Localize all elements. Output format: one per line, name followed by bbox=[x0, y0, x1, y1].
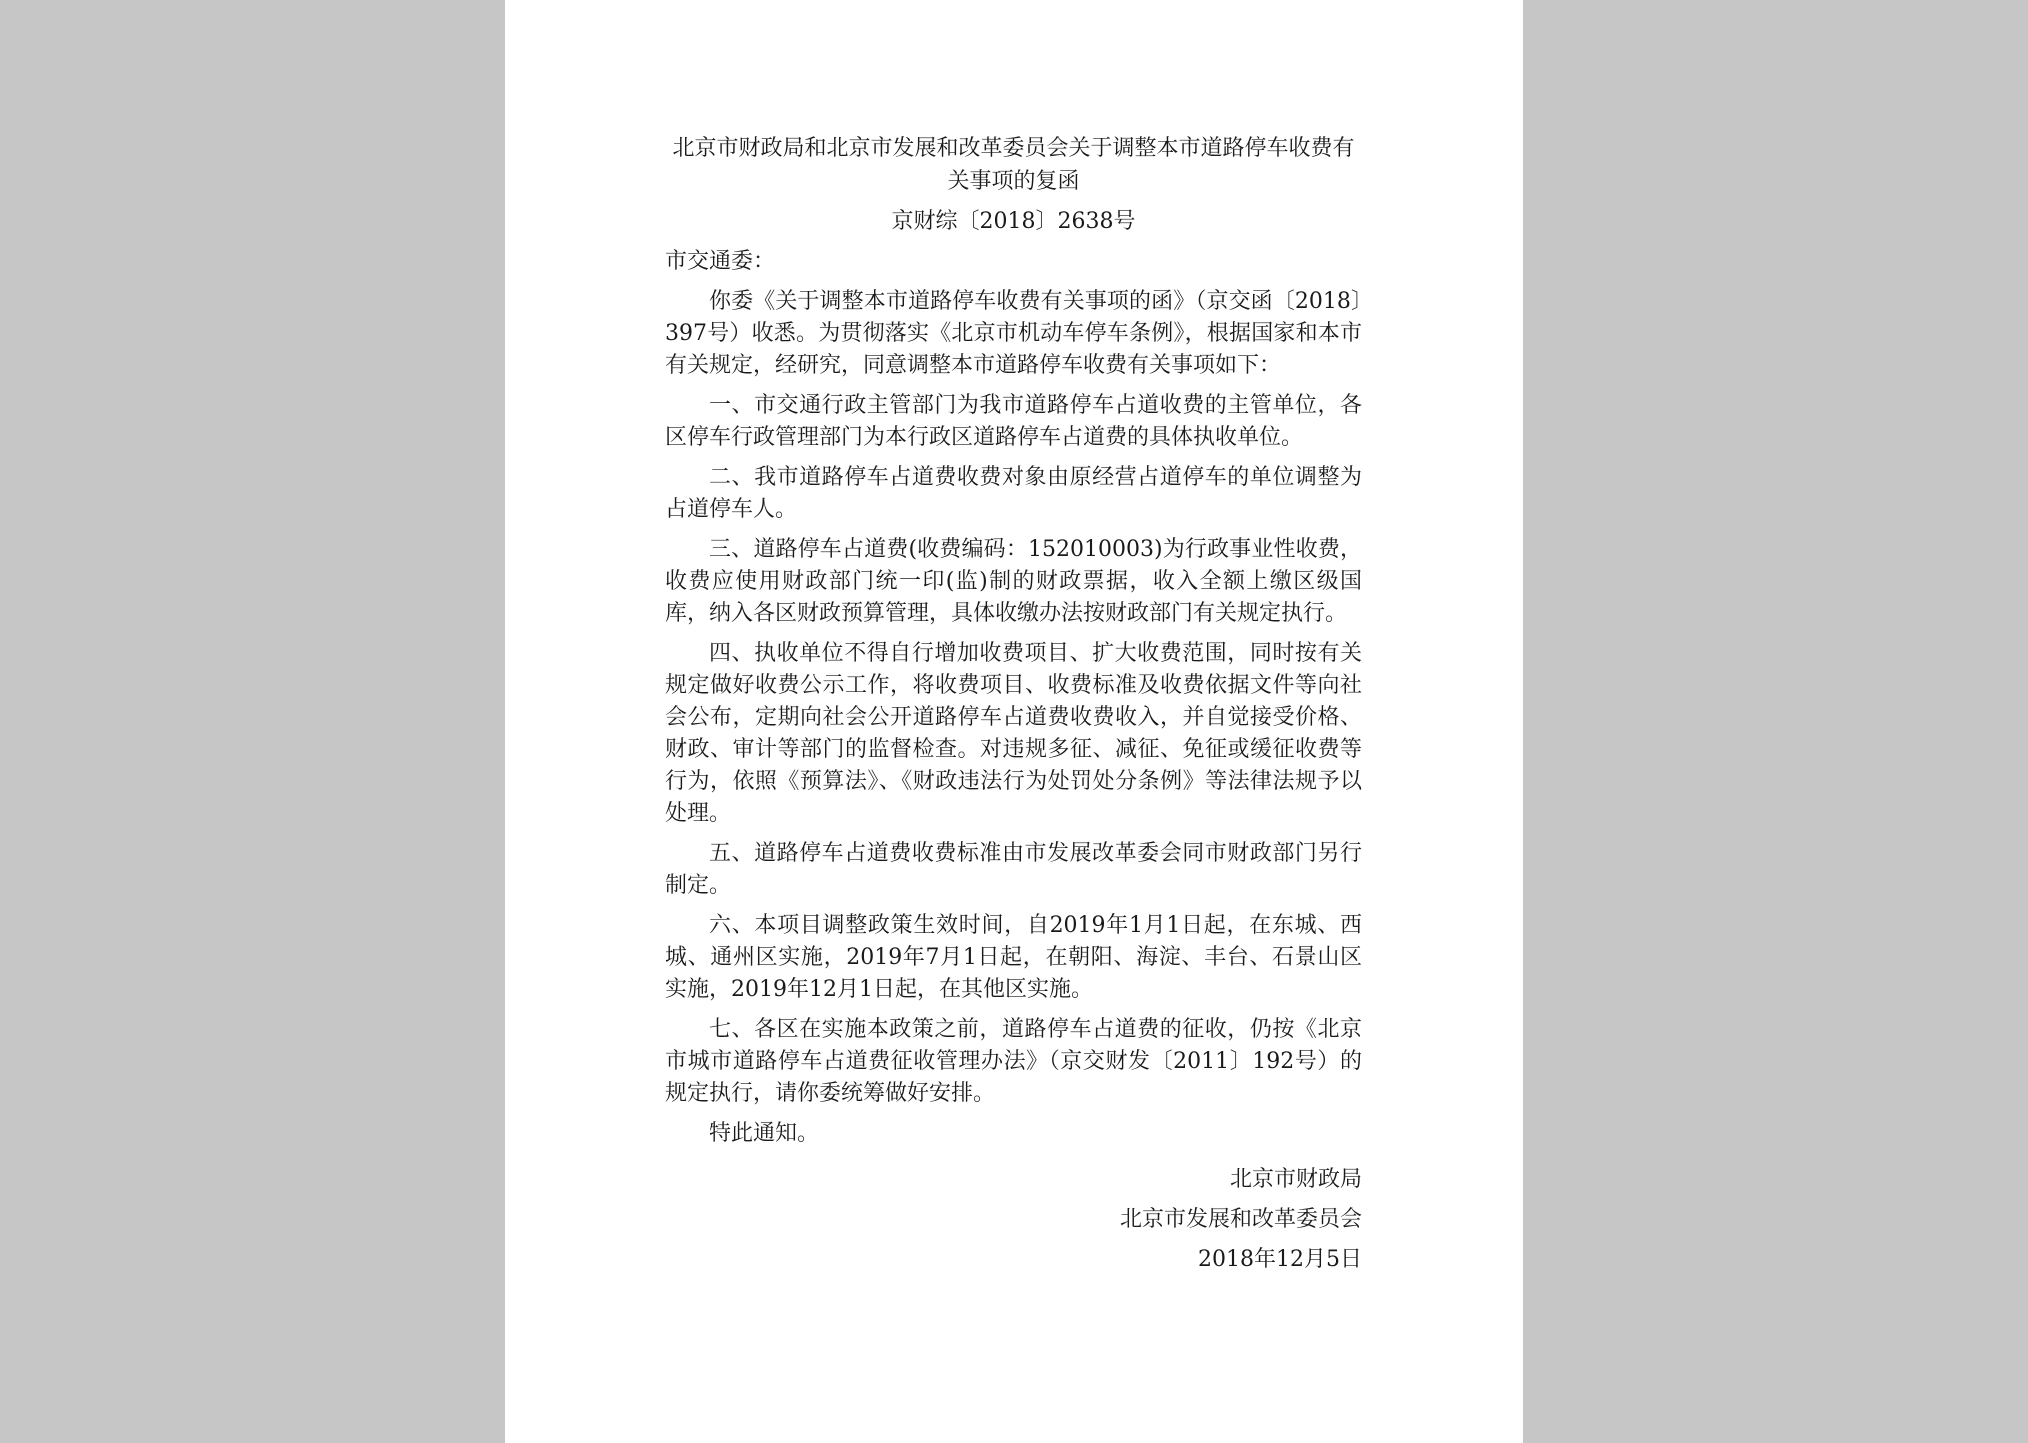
recipient: 市交通委： bbox=[665, 249, 776, 274]
paragraph-item-4: 四、执收单位不得自行增加收费项目、扩大收费范围，同时按有关规定做好收费公示工作，将收费项目、收费标准及收费依据文件等向社会公布，定期向社会公开道路停车占道费收费收入，并自觉接受价格、财政、审计等部门的监督检查。对违规多征、减征、免征或缓征收费等行为，依照《预算法》、《财政违法行为处罚处分条例》等法律法规予以处理。 bbox=[665, 641, 1362, 826]
signature-date: 2018年12月5日 bbox=[1198, 1247, 1362, 1272]
document-page bbox=[505, 0, 1523, 1443]
paragraph-item-6: 六、本项目调整政策生效时间，自2019年1月1日起，在东城、西城、通州区实施，2019年7月1日起，在朝阳、海淀、丰台、石景山区实施，2019年12月1日起，在其他区实施。 bbox=[665, 913, 1362, 1002]
paragraph-item-2: 二、我市道路停车占道费收费对象由原经营占道停车的单位调整为占道停车人。 bbox=[665, 465, 1362, 522]
document-number: 京财综〔2018〕2638号 bbox=[891, 209, 1136, 234]
paragraph-closing: 特此通知。 bbox=[709, 1121, 820, 1146]
paragraph-item-1: 一、市交通行政主管部门为我市道路停车占道收费的主管单位，各区停车行政管理部门为本行政区道路停车占道费的具体执收单位。 bbox=[665, 393, 1362, 450]
paragraph-item-3: 三、道路停车占道费(收费编码：152010003)为行政事业性收费，收费应使用财政部门统一印(监)制的财政票据，收入全额上缴区级国库，纳入各区财政预算管理，具体收缴办法按财政部门有关规定执行。 bbox=[665, 537, 1362, 626]
paragraph-item-5: 五、道路停车占道费收费标准由市发展改革委会同市财政部门另行制定。 bbox=[665, 841, 1362, 898]
signature-finance-bureau: 北京市财政局 bbox=[1229, 1167, 1362, 1192]
document-title: 北京市财政局和北京市发展和改革委员会关于调整本市道路停车收费有关事项的复函 bbox=[672, 136, 1355, 194]
signature-block bbox=[665, 1160, 1362, 1280]
paragraph-item-7: 七、各区在实施本政策之前，道路停车占道费的征收，仍按《北京市城市道路停车占道费征收管理办法》（京交财发〔2011〕192号）的规定执行，请你委统筹做好安排。 bbox=[665, 1017, 1362, 1106]
paragraph-intro: 你委《关于调整本市道路停车收费有关事项的函》（京交函〔2018〕397号）收悉。为贯彻落实《北京市机动车停车条例》，根据国家和本市有关规定，经研究，同意调整本市道路停车收费有关事项如下： bbox=[665, 289, 1362, 378]
document-content bbox=[665, 132, 1362, 1280]
signature-development-commission: 北京市发展和改革委员会 bbox=[1119, 1207, 1362, 1232]
